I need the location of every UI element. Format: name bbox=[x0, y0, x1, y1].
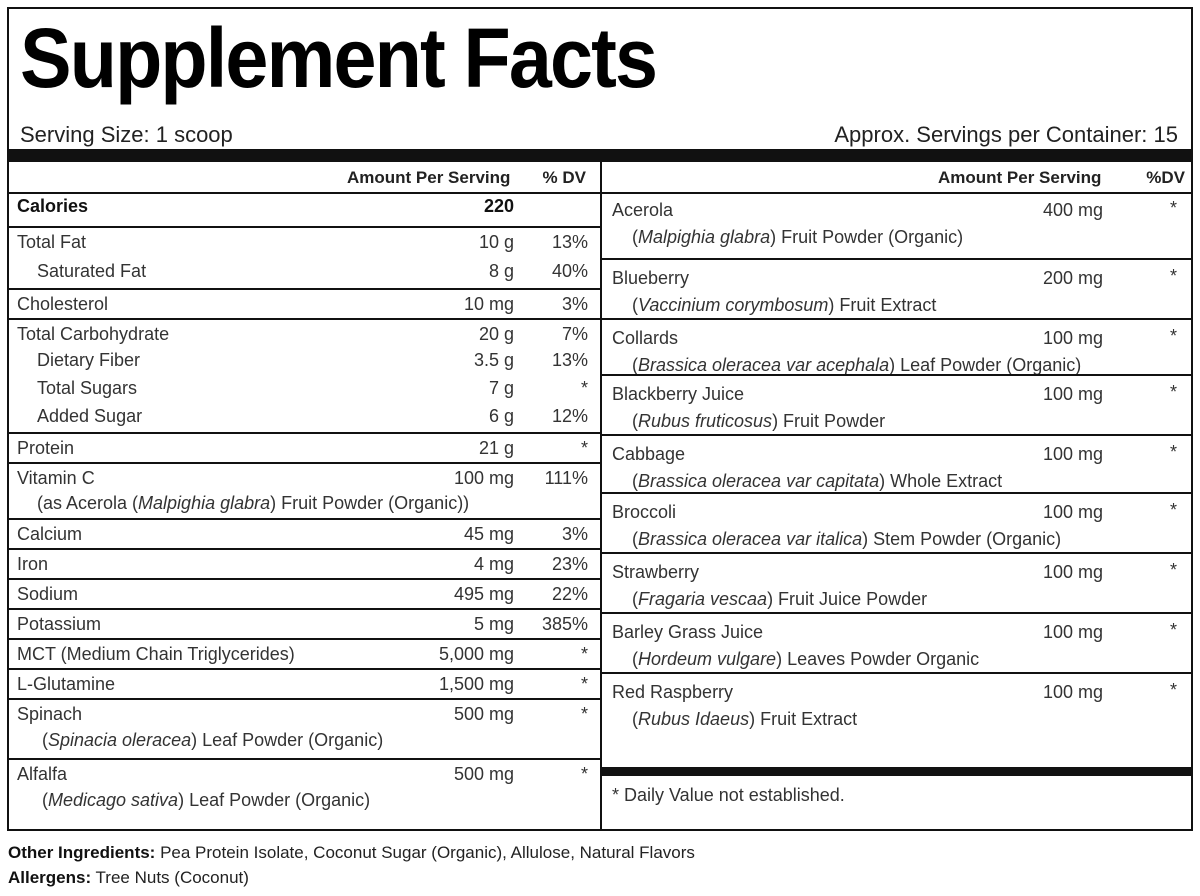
ingredient-dv: * bbox=[1169, 500, 1177, 520]
ingredient-row bbox=[602, 434, 1193, 494]
nutrient-row bbox=[7, 318, 600, 434]
nutrient-amount: 220 bbox=[483, 196, 514, 216]
nutrient-row bbox=[7, 192, 600, 226]
ingredient-amount: 100 mg bbox=[1042, 562, 1103, 582]
nutrient-dv: 22% bbox=[551, 584, 588, 604]
nutrient-row bbox=[7, 758, 600, 833]
footnote-text: * Daily Value not established. bbox=[612, 785, 845, 805]
nutrient-name: Calcium bbox=[17, 524, 83, 544]
left-nutrient-column bbox=[7, 162, 602, 831]
source-suffix: ) Leaf Powder (Organic) bbox=[889, 355, 1082, 375]
ingredient-dv: * bbox=[1169, 266, 1177, 286]
nutrient-dv: 7% bbox=[561, 324, 588, 344]
nutrient-name: L-Glutamine bbox=[17, 674, 116, 694]
panel-title: Supplement Facts bbox=[20, 11, 657, 105]
ingredient-dv: * bbox=[1169, 198, 1177, 218]
nutrient-row bbox=[7, 518, 600, 550]
source-prefix: ( bbox=[42, 790, 48, 810]
ingredient-name: Cabbage bbox=[612, 444, 686, 464]
nutrient-name: MCT (Medium Chain Triglycerides) bbox=[17, 644, 295, 664]
ingredient-row bbox=[602, 318, 1193, 376]
source-prefix: (as Acerola ( bbox=[37, 493, 139, 513]
ingredient-source bbox=[632, 411, 885, 432]
sub-nutrient-amount: 3.5 g bbox=[473, 350, 514, 370]
ingredient-name: Collards bbox=[612, 328, 679, 348]
botanical-name: Brassica oleracea var capitata bbox=[638, 471, 880, 491]
ingredient-name: Blueberry bbox=[612, 268, 690, 288]
left-column-header bbox=[7, 162, 600, 194]
botanical-name: Vaccinium corymbosum bbox=[638, 295, 829, 315]
ingredient-row bbox=[602, 612, 1193, 674]
header-divider-bar bbox=[7, 149, 1193, 162]
botanical-name: Brassica oleracea var italica bbox=[638, 529, 863, 549]
right-column-header bbox=[602, 162, 1193, 194]
ingredient-amount: 100 mg bbox=[1042, 444, 1103, 464]
nutrient-row bbox=[7, 668, 600, 700]
source-prefix: ( bbox=[632, 411, 638, 431]
sub-nutrient-name: Saturated Fat bbox=[37, 261, 147, 281]
ingredient-name: Barley Grass Juice bbox=[612, 622, 764, 642]
ingredient-dv: * bbox=[1169, 442, 1177, 462]
nutrient-row bbox=[7, 288, 600, 320]
botanical-name: Hordeum vulgare bbox=[638, 649, 777, 669]
nutrient-name: Total Fat bbox=[17, 232, 87, 252]
ingredient-amount: 100 mg bbox=[1042, 622, 1103, 642]
ingredient-source bbox=[632, 295, 936, 316]
amount-per-serving-heading: Amount Per Serving bbox=[938, 168, 1102, 187]
source-suffix: ) Fruit Extract bbox=[828, 295, 937, 315]
ingredient-source bbox=[632, 589, 927, 610]
nutrient-amount: 21 g bbox=[478, 438, 514, 458]
ingredient-amount: 100 mg bbox=[1042, 384, 1103, 404]
nutrient-name: Potassium bbox=[17, 614, 102, 634]
source-prefix: ( bbox=[632, 355, 638, 375]
source-prefix: ( bbox=[632, 471, 638, 491]
ingredient-dv: * bbox=[1169, 620, 1177, 640]
sub-nutrient-dv: 12% bbox=[551, 406, 588, 426]
nutrient-name: Sodium bbox=[17, 584, 79, 604]
ingredient-source bbox=[37, 493, 469, 514]
nutrient-name: Protein bbox=[17, 438, 75, 458]
ingredient-source bbox=[632, 227, 963, 248]
ingredient-source bbox=[632, 355, 1081, 376]
source-prefix: ( bbox=[632, 227, 638, 247]
ingredient-amount: 100 mg bbox=[1042, 328, 1103, 348]
ingredient-source bbox=[632, 709, 857, 730]
ingredient-name: Blackberry Juice bbox=[612, 384, 745, 404]
nutrient-dv: * bbox=[580, 704, 588, 724]
ingredient-row bbox=[602, 672, 1193, 769]
sub-nutrient-amount: 8 g bbox=[488, 261, 514, 281]
other-ingredients bbox=[8, 843, 695, 863]
source-prefix: ( bbox=[632, 295, 638, 315]
dv-heading: % DV bbox=[542, 168, 586, 187]
nutrient-amount: 500 mg bbox=[453, 764, 514, 784]
source-prefix: ( bbox=[632, 589, 638, 609]
ingredient-amount: 100 mg bbox=[1042, 502, 1103, 522]
ingredient-row bbox=[602, 492, 1193, 554]
source-suffix: ) Leaf Powder (Organic) bbox=[191, 730, 384, 750]
source-prefix: ( bbox=[632, 709, 638, 729]
nutrient-row bbox=[7, 462, 600, 520]
nutrient-row bbox=[7, 638, 600, 670]
ingredient-source bbox=[632, 529, 1061, 550]
nutrient-dv: 3% bbox=[561, 294, 588, 314]
nutrient-amount: 4 mg bbox=[473, 554, 514, 574]
nutrient-dv: * bbox=[580, 438, 588, 458]
source-suffix: ) Leaf Powder (Organic) bbox=[178, 790, 371, 810]
ingredient-name: Strawberry bbox=[612, 562, 700, 582]
botanical-name: Fragaria vescaa bbox=[638, 589, 768, 609]
ingredient-source bbox=[42, 730, 383, 751]
nutrient-row bbox=[7, 608, 600, 640]
ingredient-amount: 400 mg bbox=[1042, 200, 1103, 220]
nutrient-amount: 5 mg bbox=[473, 614, 514, 634]
nutrient-amount: 500 mg bbox=[453, 704, 514, 724]
ingredient-name: Red Raspberry bbox=[612, 682, 734, 702]
nutrient-amount: 10 mg bbox=[463, 294, 514, 314]
nutrient-amount: 5,000 mg bbox=[438, 644, 514, 664]
sub-nutrient-dv: 40% bbox=[551, 261, 588, 281]
nutrient-dv: * bbox=[580, 764, 588, 784]
nutrient-row bbox=[7, 578, 600, 610]
servings-per-container: Approx. Servings per Container: 15 bbox=[834, 122, 1178, 147]
sub-nutrient-amount: 6 g bbox=[488, 406, 514, 426]
sub-nutrient-dv: * bbox=[580, 378, 588, 398]
botanical-name: Rubus fruticosus bbox=[638, 411, 773, 431]
ingredient-dv: * bbox=[1169, 382, 1177, 402]
nutrient-amount: 495 mg bbox=[453, 584, 514, 604]
amount-per-serving-heading: Amount Per Serving bbox=[347, 168, 511, 187]
botanical-name: Medicago sativa bbox=[48, 790, 179, 810]
nutrient-row bbox=[7, 548, 600, 580]
ingredient-dv: * bbox=[1169, 680, 1177, 700]
ingredient-name: Broccoli bbox=[612, 502, 677, 522]
nutrient-name: Spinach bbox=[17, 704, 83, 724]
source-suffix: ) Fruit Powder (Organic)) bbox=[270, 493, 470, 513]
source-prefix: ( bbox=[42, 730, 48, 750]
sub-nutrient-name: Total Sugars bbox=[37, 378, 138, 398]
nutrient-row bbox=[7, 432, 600, 464]
nutrient-amount: 45 mg bbox=[463, 524, 514, 544]
source-prefix: ( bbox=[632, 649, 638, 669]
sub-nutrient-name: Added Sugar bbox=[37, 406, 143, 426]
botanical-name: Spinacia oleracea bbox=[48, 730, 192, 750]
botanical-name: Malpighia glabra bbox=[138, 493, 271, 513]
allergens-text: Tree Nuts (Coconut) bbox=[91, 868, 249, 887]
source-prefix: ( bbox=[632, 529, 638, 549]
footnote-section bbox=[602, 767, 1193, 805]
nutrient-name: Cholesterol bbox=[17, 294, 109, 314]
ingredient-row bbox=[602, 258, 1193, 320]
botanical-name: Rubus Idaeus bbox=[638, 709, 750, 729]
dv-heading: %DV bbox=[1146, 168, 1185, 187]
ingredient-amount: 200 mg bbox=[1042, 268, 1103, 288]
other-ingredients-label: Other Ingredients: bbox=[8, 843, 156, 862]
sub-nutrient-name: Dietary Fiber bbox=[37, 350, 141, 370]
nutrient-dv: 385% bbox=[541, 614, 588, 634]
other-ingredients-text: Pea Protein Isolate, Coconut Sugar (Organic), Allulose, Natural Flavors bbox=[155, 843, 695, 862]
nutrient-dv: 111% bbox=[544, 468, 588, 488]
ingredient-source bbox=[632, 471, 1002, 492]
nutrient-dv: 23% bbox=[551, 554, 588, 574]
nutrient-amount: 100 mg bbox=[453, 468, 514, 488]
allergens-label: Allergens: bbox=[8, 868, 92, 887]
serving-size: Serving Size: 1 scoop bbox=[20, 122, 233, 147]
ingredient-name: Acerola bbox=[612, 200, 674, 220]
nutrient-amount: 10 g bbox=[478, 232, 514, 252]
source-suffix: ) Fruit Powder bbox=[772, 411, 886, 431]
ingredient-row bbox=[602, 552, 1193, 614]
nutrient-dv: * bbox=[580, 674, 588, 694]
source-suffix: ) Leaves Powder Organic bbox=[776, 649, 980, 669]
allergens bbox=[8, 868, 249, 888]
nutrient-amount: 1,500 mg bbox=[438, 674, 514, 694]
botanical-name: Malpighia glabra bbox=[638, 227, 771, 247]
nutrient-dv: * bbox=[580, 644, 588, 664]
nutrient-row bbox=[7, 698, 600, 760]
nutrient-name: Iron bbox=[17, 554, 49, 574]
nutrient-dv: 3% bbox=[561, 524, 588, 544]
nutrient-row bbox=[7, 226, 600, 290]
nutrient-dv: 13% bbox=[551, 232, 588, 252]
right-ingredient-column bbox=[602, 162, 1193, 831]
nutrient-name: Alfalfa bbox=[17, 764, 68, 784]
source-suffix: ) Stem Powder (Organic) bbox=[862, 529, 1062, 549]
ingredient-row bbox=[602, 192, 1193, 258]
ingredient-row bbox=[602, 374, 1193, 436]
ingredient-source bbox=[632, 649, 979, 670]
source-suffix: ) Whole Extract bbox=[879, 471, 1003, 491]
nutrient-name: Vitamin C bbox=[17, 468, 95, 488]
botanical-name: Brassica oleracea var acephala bbox=[638, 355, 890, 375]
sub-nutrient-amount: 7 g bbox=[488, 378, 514, 398]
ingredient-amount: 100 mg bbox=[1042, 682, 1103, 702]
sub-nutrient-dv: 13% bbox=[551, 350, 588, 370]
ingredient-dv: * bbox=[1169, 560, 1177, 580]
source-suffix: ) Fruit Juice Powder bbox=[767, 589, 928, 609]
source-suffix: ) Fruit Powder (Organic) bbox=[770, 227, 964, 247]
source-suffix: ) Fruit Extract bbox=[749, 709, 858, 729]
nutrient-amount: 20 g bbox=[478, 324, 514, 344]
nutrient-name: Total Carbohydrate bbox=[17, 324, 170, 344]
ingredient-dv: * bbox=[1169, 326, 1177, 346]
nutrient-name: Calories bbox=[17, 196, 89, 216]
ingredient-source bbox=[42, 790, 370, 811]
